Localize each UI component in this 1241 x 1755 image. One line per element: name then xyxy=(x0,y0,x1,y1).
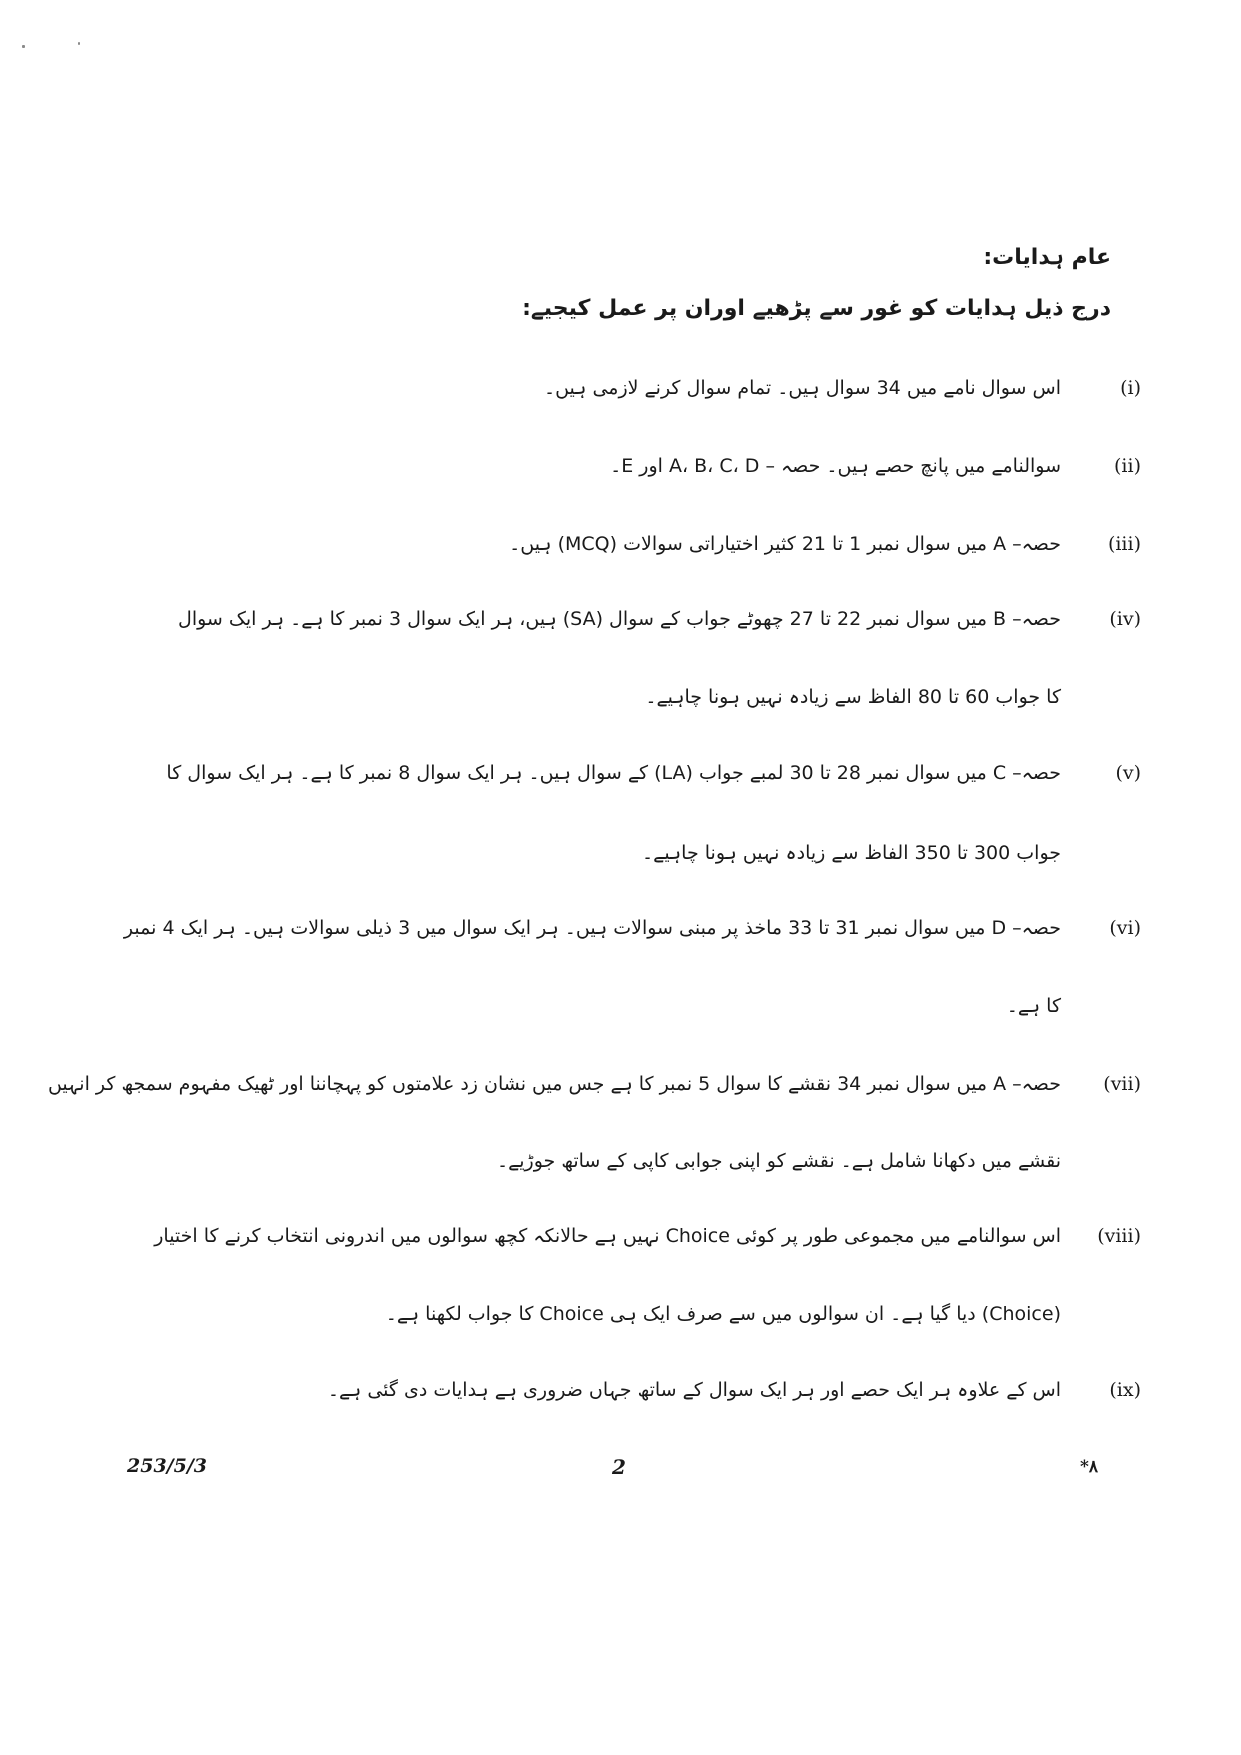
item-number: (iii) xyxy=(1107,533,1141,555)
item-text-continued: نقشے میں دکھانا شامل ہے۔ نقشے کو اپنی جوابی کاپی کے ساتھ جوڑیے۔ xyxy=(496,1150,1061,1172)
instruction-item xyxy=(123,917,1141,939)
item-number: (viii) xyxy=(1097,1225,1141,1247)
item-text: حصہ– A میں سوال نمبر 34 نقشے کا سوال 5 نمبر کا ہے جس میں نشان زد علامتوں کو پہچاننا اور ٹھیک مفہوم سمجھ کر انہیں xyxy=(47,1073,1061,1095)
item-text: اس سوالنامے میں مجموعی طور پر کوئی Choice نہیں ہے حالانکہ کچھ سوالوں میں اندرونی انتخاب کرنے کا اختیار xyxy=(154,1225,1061,1247)
paper-code: 253/5/3 xyxy=(127,1455,207,1477)
item-number: (i) xyxy=(1120,377,1141,399)
item-number: (ix) xyxy=(1109,1379,1141,1401)
item-text-continued: جواب 300 تا 350 الفاظ سے زیادہ نہیں ہونا چاہیے۔ xyxy=(642,842,1061,864)
instruction-item xyxy=(166,762,1141,784)
item-text: اس سوال نامے میں 34 سوال ہیں۔ تمام سوال کرنے لازمی ہیں۔ xyxy=(543,377,1061,399)
item-text: حصہ– A میں سوال نمبر 1 تا 21 کثیر اختیاراتی سوالات (MCQ) ہیں۔ xyxy=(509,533,1061,555)
item-number: (vi) xyxy=(1109,917,1141,939)
instruction-item xyxy=(47,1073,1141,1095)
instruction-item xyxy=(610,455,1141,477)
item-text: اس کے علاوہ ہر ایک حصے اور ہر ایک سوال کے ساتھ جہاں ضروری ہے ہدایات دی گئی ہے۔ xyxy=(327,1379,1061,1401)
item-number: (ii) xyxy=(1114,455,1141,477)
item-text: حصہ– C میں سوال نمبر 28 تا 30 لمبے جواب (LA) کے سوال ہیں۔ ہر ایک سوال 8 نمبر کا ہے۔ ہر ایک سوال کا xyxy=(166,762,1061,784)
item-text-continued: (Choice) دیا گیا ہے۔ ان سوالوں میں سے صرف ایک ہی Choice کا جواب لکھنا ہے۔ xyxy=(385,1303,1061,1325)
item-number: (iv) xyxy=(1109,608,1141,630)
item-number: (v) xyxy=(1115,762,1141,784)
instruction-item xyxy=(543,377,1141,399)
page-number: 2 xyxy=(612,1455,626,1479)
item-text: سوالنامے میں پانچ حصے ہیں۔ حصہ – A، B، C، D اور E۔ xyxy=(610,455,1061,477)
item-text: حصہ– B میں سوال نمبر 22 تا 27 چھوٹے جواب کے سوال (SA) ہیں، ہر ایک سوال 3 نمبر کا ہے۔ ہر ایک سوال xyxy=(178,608,1061,630)
general-instructions-heading: عام ہدایات: xyxy=(983,245,1111,270)
instruction-item xyxy=(178,608,1141,630)
page-mark: *۸ xyxy=(1080,1457,1099,1477)
item-text: حصہ– D میں سوال نمبر 31 تا 33 ماخذ پر مبنی سوالات ہیں۔ ہر ایک سوال میں 3 ذیلی سوالات ہیں۔ ہر ایک 4 نمبر xyxy=(123,917,1061,939)
scan-speck xyxy=(78,42,80,45)
instruction-item xyxy=(154,1225,1141,1247)
instruction-item xyxy=(327,1379,1141,1401)
item-text-continued: کا جواب 60 تا 80 الفاظ سے زیادہ نہیں ہونا چاہیے۔ xyxy=(645,686,1061,708)
item-text-continued: کا ہے۔ xyxy=(1006,995,1061,1017)
scan-speck xyxy=(22,45,25,48)
read-instructions-heading: درج ذیل ہدایات کو غور سے پڑھیے اوران پر عمل کیجیے: xyxy=(522,296,1111,321)
item-number: (vii) xyxy=(1103,1073,1141,1095)
instruction-item xyxy=(509,533,1141,555)
